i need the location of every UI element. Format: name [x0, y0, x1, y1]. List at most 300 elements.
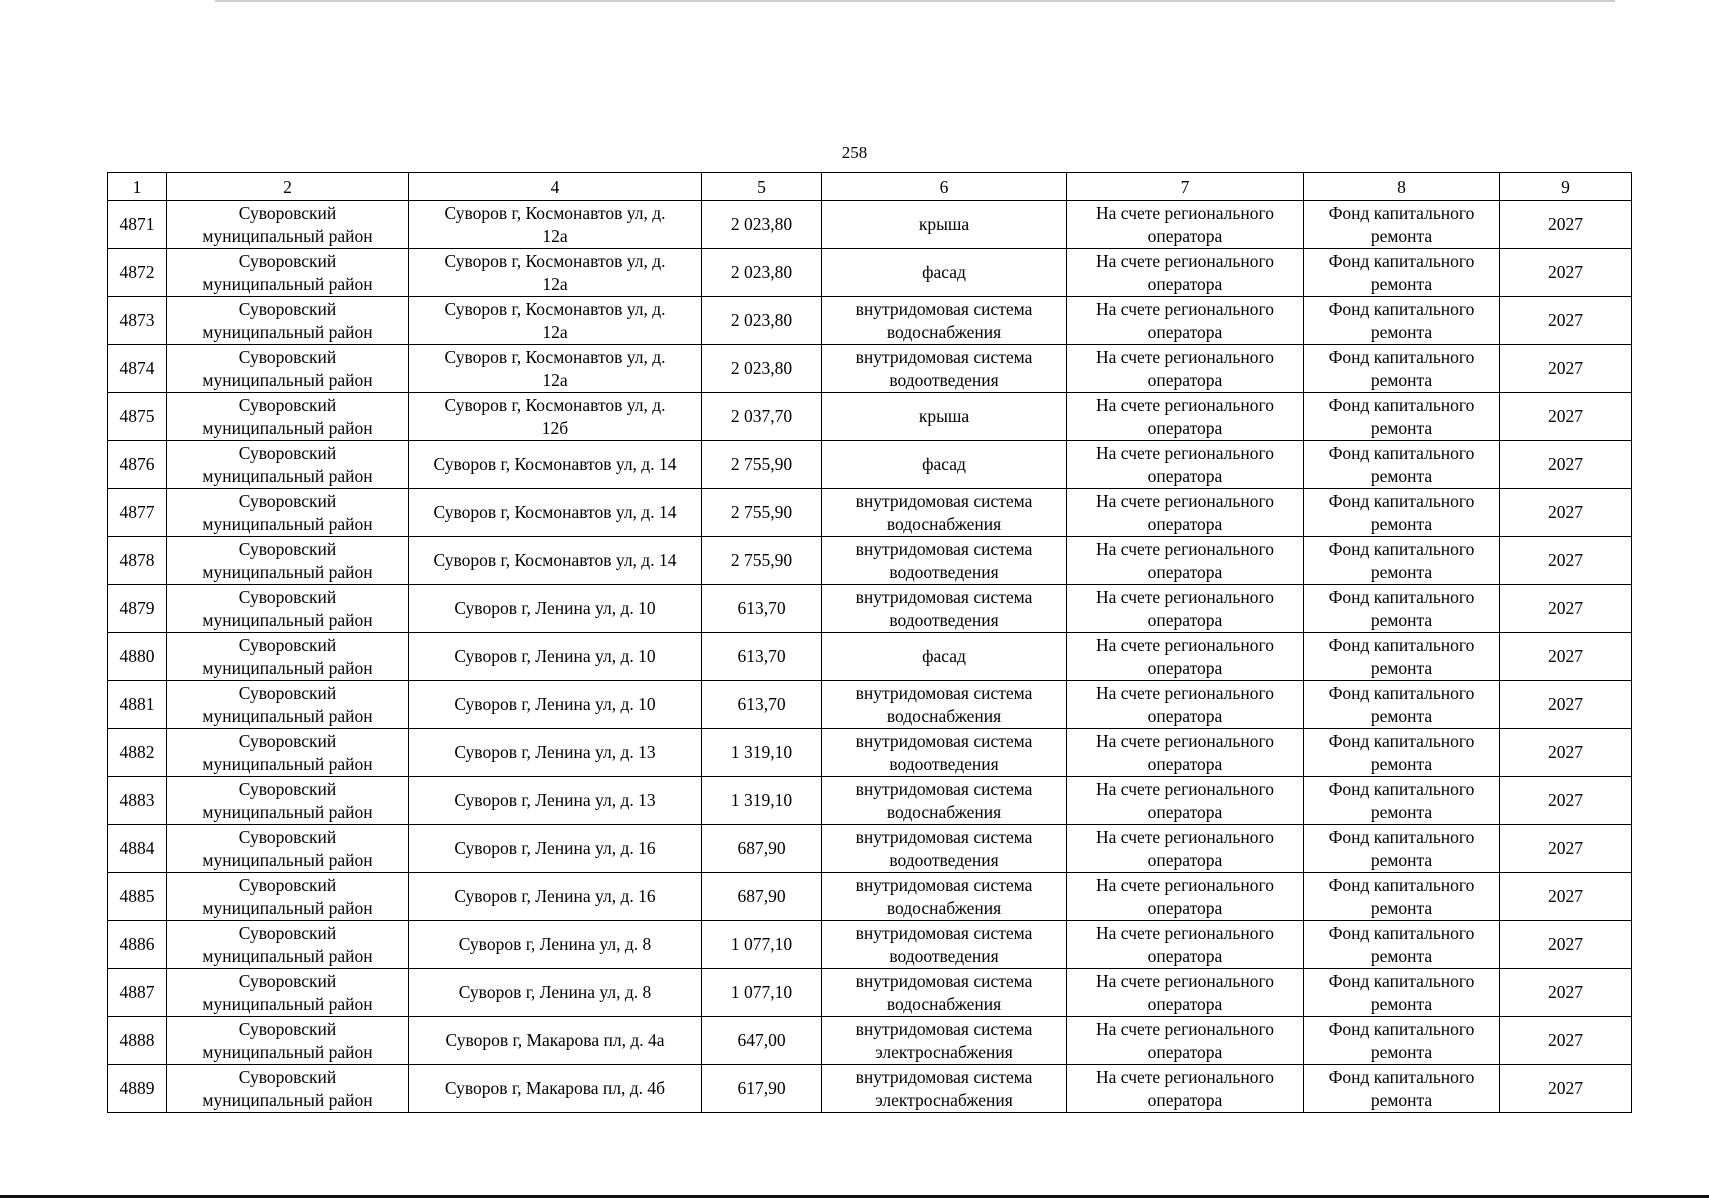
element-cell-line: внутридомовая система [855, 922, 1033, 943]
account-cell-line: На счете регионального [1096, 730, 1274, 751]
element-cell [822, 537, 1067, 585]
area-cell: 1 319,10 [702, 729, 822, 777]
source-cell-line: ремонта [1370, 1089, 1433, 1110]
row-number-cell: 4880 [108, 633, 167, 681]
area-cell: 1 077,10 [702, 921, 822, 969]
row-number-cell: 4877 [108, 489, 167, 537]
district-cell-line: муниципальный район [202, 753, 373, 774]
address-cell-line: 12а [542, 273, 568, 294]
area-cell: 2 023,80 [702, 201, 822, 249]
account-cell-line: оператора [1147, 273, 1223, 294]
year-cell: 2027 [1500, 777, 1632, 825]
source-cell-line: ремонта [1370, 369, 1433, 390]
account-cell-line: оператора [1147, 513, 1223, 534]
address-cell-line: 12а [542, 321, 568, 342]
element-cell-line: водоотведения [889, 849, 999, 870]
address-cell [409, 1065, 702, 1113]
element-cell [822, 633, 1067, 681]
address-cell [409, 489, 702, 537]
account-cell-line: оператора [1147, 801, 1223, 822]
year-cell: 2027 [1500, 201, 1632, 249]
source-cell [1304, 633, 1500, 681]
year-cell: 2027 [1500, 681, 1632, 729]
row-number-cell: 4883 [108, 777, 167, 825]
element-cell [822, 777, 1067, 825]
address-cell-line: Суворов г, Ленина ул, д. 13 [454, 742, 656, 762]
account-cell-line: оператора [1147, 609, 1223, 630]
source-cell [1304, 201, 1500, 249]
table-row [108, 825, 1632, 873]
table-row [108, 1017, 1632, 1065]
table-body [108, 201, 1632, 1113]
source-cell-line: ремонта [1370, 801, 1433, 822]
account-cell-line: На счете регионального [1096, 970, 1274, 991]
element-cell [822, 489, 1067, 537]
column-header-4: 4 [409, 173, 702, 201]
element-cell-line: водоснабжения [886, 993, 1002, 1014]
element-cell-line: внутридомовая система [855, 730, 1033, 751]
year-cell: 2027 [1500, 585, 1632, 633]
district-cell [167, 585, 409, 633]
row-number-cell: 4888 [108, 1017, 167, 1065]
source-cell-line: Фонд капитального [1328, 442, 1475, 463]
row-number-cell: 4881 [108, 681, 167, 729]
account-cell [1067, 633, 1304, 681]
account-cell [1067, 441, 1304, 489]
account-cell [1067, 585, 1304, 633]
area-cell: 1 319,10 [702, 777, 822, 825]
address-cell [409, 1017, 702, 1065]
element-cell-line: фасад [922, 454, 966, 474]
district-cell-line: муниципальный район [202, 369, 373, 390]
address-cell [409, 345, 702, 393]
account-cell-line: оператора [1147, 369, 1223, 390]
year-cell: 2027 [1500, 249, 1632, 297]
address-cell [409, 825, 702, 873]
table-row [108, 537, 1632, 585]
source-cell-line: ремонта [1370, 321, 1433, 342]
address-cell-line: 12а [542, 225, 568, 246]
area-cell: 613,70 [702, 681, 822, 729]
row-number-cell: 4872 [108, 249, 167, 297]
row-number-cell: 4889 [108, 1065, 167, 1113]
page-number: 258 [841, 143, 868, 162]
district-cell [167, 681, 409, 729]
source-cell [1304, 1065, 1500, 1113]
element-cell [822, 921, 1067, 969]
column-header-7: 7 [1067, 173, 1304, 201]
account-cell-line: оператора [1147, 1041, 1223, 1062]
district-cell [167, 489, 409, 537]
account-cell-line: На счете регионального [1096, 682, 1274, 703]
district-cell-line: Суворовский [238, 586, 337, 607]
account-cell [1067, 1017, 1304, 1065]
area-cell: 2 023,80 [702, 297, 822, 345]
area-cell: 2 037,70 [702, 393, 822, 441]
source-cell-line: Фонд капитального [1328, 874, 1475, 895]
area-cell: 1 077,10 [702, 969, 822, 1017]
district-cell [167, 1065, 409, 1113]
element-cell-line: внутридомовая система [855, 970, 1033, 991]
district-cell-line: муниципальный район [202, 705, 373, 726]
address-cell-line: Суворов г, Ленина ул, д. 10 [454, 694, 656, 714]
source-cell-line: ремонта [1370, 273, 1433, 294]
district-cell-line: Суворовский [238, 1066, 337, 1087]
source-cell [1304, 249, 1500, 297]
area-cell: 617,90 [702, 1065, 822, 1113]
account-cell-line: На счете регионального [1096, 298, 1274, 319]
year-cell: 2027 [1500, 297, 1632, 345]
source-cell-line: Фонд капитального [1328, 298, 1475, 319]
source-cell [1304, 873, 1500, 921]
element-cell [822, 297, 1067, 345]
district-cell [167, 729, 409, 777]
account-cell-line: оператора [1147, 849, 1223, 870]
address-cell-line: 12б [541, 417, 569, 438]
source-cell-line: Фонд капитального [1328, 922, 1475, 943]
address-cell-line: Суворов г, Макарова пл, д. 4б [444, 1078, 666, 1098]
district-cell [167, 441, 409, 489]
district-cell-line: муниципальный район [202, 417, 373, 438]
year-cell: 2027 [1500, 393, 1632, 441]
district-cell [167, 825, 409, 873]
source-cell-line: ремонта [1370, 849, 1433, 870]
source-cell-line: ремонта [1370, 1041, 1433, 1062]
row-number-cell: 4887 [108, 969, 167, 1017]
district-cell-line: муниципальный район [202, 225, 373, 246]
element-cell [822, 1017, 1067, 1065]
year-cell: 2027 [1500, 489, 1632, 537]
account-cell-line: На счете регионального [1096, 634, 1274, 655]
address-cell [409, 249, 702, 297]
source-cell [1304, 297, 1500, 345]
account-cell [1067, 249, 1304, 297]
row-number-cell: 4871 [108, 201, 167, 249]
address-cell-line: Суворов г, Ленина ул, д. 10 [454, 646, 656, 666]
source-cell [1304, 681, 1500, 729]
account-cell-line: На счете регионального [1096, 922, 1274, 943]
element-cell [822, 681, 1067, 729]
element-cell-line: водоснабжения [886, 897, 1002, 918]
area-cell: 2 023,80 [702, 345, 822, 393]
source-cell [1304, 729, 1500, 777]
source-cell-line: ремонта [1370, 225, 1433, 246]
address-cell [409, 873, 702, 921]
district-cell [167, 345, 409, 393]
district-cell-line: Суворовский [238, 202, 337, 223]
account-cell-line: оператора [1147, 465, 1223, 486]
source-cell-line: ремонта [1370, 705, 1433, 726]
element-cell-line: внутридомовая система [855, 298, 1033, 319]
account-cell-line: оператора [1147, 945, 1223, 966]
district-cell-line: Суворовский [238, 826, 337, 847]
district-cell-line: Суворовский [238, 346, 337, 367]
address-cell [409, 297, 702, 345]
year-cell: 2027 [1500, 873, 1632, 921]
account-cell [1067, 489, 1304, 537]
element-cell-line: водоснабжения [886, 705, 1002, 726]
element-cell-line: внутридомовая система [855, 682, 1033, 703]
source-cell-line: Фонд капитального [1328, 586, 1475, 607]
source-cell [1304, 825, 1500, 873]
table-row [108, 969, 1632, 1017]
source-cell [1304, 1017, 1500, 1065]
account-cell-line: На счете регионального [1096, 778, 1274, 799]
column-header-1: 1 [108, 173, 167, 201]
source-cell-line: Фонд капитального [1328, 826, 1475, 847]
source-cell [1304, 489, 1500, 537]
element-cell [822, 729, 1067, 777]
table-row [108, 633, 1632, 681]
table-row [108, 585, 1632, 633]
element-cell-line: внутридомовая система [855, 1066, 1033, 1087]
source-cell-line: ремонта [1370, 657, 1433, 678]
element-cell [822, 201, 1067, 249]
account-cell [1067, 873, 1304, 921]
address-cell [409, 969, 702, 1017]
element-cell-line: внутридомовая система [855, 346, 1033, 367]
address-cell-line: Суворов г, Макарова пл, д. 4а [445, 1030, 665, 1050]
area-cell: 2 755,90 [702, 537, 822, 585]
district-cell [167, 969, 409, 1017]
account-cell [1067, 201, 1304, 249]
table-row [108, 345, 1632, 393]
source-cell-line: Фонд капитального [1328, 250, 1475, 271]
source-cell-line: ремонта [1370, 609, 1433, 630]
district-cell [167, 1017, 409, 1065]
address-cell-line: Суворов г, Космонавтов ул, д. [444, 298, 666, 319]
district-cell-line: Суворовский [238, 682, 337, 703]
element-cell [822, 585, 1067, 633]
address-cell-line: Суворов г, Ленина ул, д. 16 [454, 838, 656, 858]
table-row [108, 201, 1632, 249]
source-cell-line: ремонта [1370, 513, 1433, 534]
area-cell: 687,90 [702, 873, 822, 921]
district-cell-line: Суворовский [238, 538, 337, 559]
address-cell-line: Суворов г, Космонавтов ул, д. [444, 202, 666, 223]
source-cell-line: Фонд капитального [1328, 970, 1475, 991]
source-cell [1304, 585, 1500, 633]
district-cell [167, 393, 409, 441]
district-cell [167, 537, 409, 585]
area-cell: 2 755,90 [702, 489, 822, 537]
source-cell-line: ремонта [1370, 561, 1433, 582]
element-cell-line: водоснабжения [886, 513, 1002, 534]
account-cell-line: оператора [1147, 993, 1223, 1014]
address-cell [409, 537, 702, 585]
source-cell-line: ремонта [1370, 465, 1433, 486]
address-cell-line: Суворов г, Ленина ул, д. 13 [454, 790, 656, 810]
account-cell-line: На счете регионального [1096, 442, 1274, 463]
element-cell [822, 441, 1067, 489]
source-cell [1304, 393, 1500, 441]
element-cell [822, 393, 1067, 441]
table-row [108, 1065, 1632, 1113]
area-cell: 647,00 [702, 1017, 822, 1065]
account-cell [1067, 297, 1304, 345]
element-cell [822, 345, 1067, 393]
district-cell [167, 873, 409, 921]
element-cell-line: водоотведения [889, 753, 999, 774]
account-cell-line: На счете регионального [1096, 538, 1274, 559]
address-cell-line: Суворов г, Ленина ул, д. 8 [458, 982, 652, 1002]
source-cell-line: Фонд капитального [1328, 1066, 1475, 1087]
source-cell-line: Фонд капитального [1328, 634, 1475, 655]
account-cell-line: На счете регионального [1096, 874, 1274, 895]
area-cell: 613,70 [702, 633, 822, 681]
element-cell-line: внутридомовая система [855, 874, 1033, 895]
element-cell-line: водоотведения [889, 609, 999, 630]
account-cell-line: На счете регионального [1096, 1018, 1274, 1039]
column-header-9: 9 [1500, 173, 1632, 201]
account-cell [1067, 921, 1304, 969]
area-cell: 2 023,80 [702, 249, 822, 297]
source-cell-line: Фонд капитального [1328, 682, 1475, 703]
source-cell [1304, 345, 1500, 393]
capital-repair-table [107, 172, 1632, 1113]
account-cell-line: На счете регионального [1096, 1066, 1274, 1087]
account-cell [1067, 729, 1304, 777]
year-cell: 2027 [1500, 921, 1632, 969]
year-cell: 2027 [1500, 729, 1632, 777]
address-cell [409, 729, 702, 777]
row-number-cell: 4882 [108, 729, 167, 777]
year-cell: 2027 [1500, 537, 1632, 585]
element-cell-line: фасад [922, 262, 966, 282]
district-cell-line: муниципальный район [202, 897, 373, 918]
account-cell-line: оператора [1147, 561, 1223, 582]
address-cell-line: Суворов г, Ленина ул, д. 10 [454, 598, 656, 618]
source-cell-line: ремонта [1370, 753, 1433, 774]
district-cell-line: муниципальный район [202, 849, 373, 870]
account-cell [1067, 777, 1304, 825]
table-row [108, 393, 1632, 441]
address-cell-line: Суворов г, Космонавтов ул, д. 14 [433, 550, 677, 570]
account-cell-line: На счете регионального [1096, 202, 1274, 223]
district-cell-line: Суворовский [238, 298, 337, 319]
district-cell-line: Суворовский [238, 634, 337, 655]
element-cell-line: внутридомовая система [855, 586, 1033, 607]
table-row [108, 873, 1632, 921]
source-cell-line: Фонд капитального [1328, 490, 1475, 511]
element-cell-line: внутридомовая система [855, 778, 1033, 799]
source-cell [1304, 777, 1500, 825]
element-cell-line: электроснабжения [875, 1041, 1013, 1062]
account-cell [1067, 393, 1304, 441]
table-row [108, 297, 1632, 345]
district-cell-line: Суворовский [238, 970, 337, 991]
district-cell-line: Суворовский [238, 1018, 337, 1039]
area-cell: 687,90 [702, 825, 822, 873]
source-cell-line: Фонд капитального [1328, 778, 1475, 799]
column-header-8: 8 [1304, 173, 1500, 201]
district-cell [167, 633, 409, 681]
scan-edge-top [215, 0, 1615, 2]
district-cell-line: Суворовский [238, 730, 337, 751]
address-cell [409, 201, 702, 249]
row-number-cell: 4875 [108, 393, 167, 441]
district-cell-line: муниципальный район [202, 1089, 373, 1110]
element-cell-line: крыша [918, 214, 970, 234]
account-cell-line: На счете регионального [1096, 394, 1274, 415]
year-cell: 2027 [1500, 1017, 1632, 1065]
district-cell-line: муниципальный район [202, 561, 373, 582]
district-cell-line: муниципальный район [202, 465, 373, 486]
row-number-cell: 4884 [108, 825, 167, 873]
district-cell-line: муниципальный район [202, 945, 373, 966]
district-cell-line: муниципальный район [202, 993, 373, 1014]
district-cell-line: Суворовский [238, 922, 337, 943]
year-cell: 2027 [1500, 825, 1632, 873]
source-cell-line: ремонта [1370, 417, 1433, 438]
district-cell-line: муниципальный район [202, 801, 373, 822]
element-cell-line: водоснабжения [886, 801, 1002, 822]
column-header-2: 2 [167, 173, 409, 201]
row-number-cell: 4885 [108, 873, 167, 921]
district-cell-line: муниципальный район [202, 321, 373, 342]
row-number-cell: 4879 [108, 585, 167, 633]
address-cell-line: Суворов г, Ленина ул, д. 16 [454, 886, 656, 906]
year-cell: 2027 [1500, 345, 1632, 393]
account-cell-line: оператора [1147, 321, 1223, 342]
element-cell-line: водоотведения [889, 561, 999, 582]
district-cell [167, 297, 409, 345]
table-row [108, 921, 1632, 969]
account-cell [1067, 681, 1304, 729]
district-cell-line: муниципальный район [202, 273, 373, 294]
address-cell-line: Суворов г, Космонавтов ул, д. [444, 346, 666, 367]
element-cell-line: водоотведения [889, 369, 999, 390]
element-cell-line: внутридомовая система [855, 538, 1033, 559]
year-cell: 2027 [1500, 441, 1632, 489]
source-cell-line: Фонд капитального [1328, 538, 1475, 559]
element-cell-line: водоснабжения [886, 321, 1002, 342]
table-row [108, 681, 1632, 729]
account-cell-line: оператора [1147, 897, 1223, 918]
source-cell [1304, 969, 1500, 1017]
account-cell-line: На счете регионального [1096, 490, 1274, 511]
address-cell-line: Суворов г, Ленина ул, д. 8 [458, 934, 652, 954]
element-cell [822, 825, 1067, 873]
address-cell [409, 633, 702, 681]
account-cell-line: оператора [1147, 1089, 1223, 1110]
table-row [108, 777, 1632, 825]
address-cell-line: Суворов г, Космонавтов ул, д. [444, 394, 666, 415]
account-cell-line: оператора [1147, 705, 1223, 726]
district-cell [167, 249, 409, 297]
year-cell: 2027 [1500, 969, 1632, 1017]
row-number-cell: 4874 [108, 345, 167, 393]
table-header [108, 173, 1632, 201]
row-number-cell: 4873 [108, 297, 167, 345]
element-cell-line: водоотведения [889, 945, 999, 966]
address-cell [409, 441, 702, 489]
row-number-cell: 4878 [108, 537, 167, 585]
source-cell-line: Фонд капитального [1328, 394, 1475, 415]
district-cell-line: муниципальный район [202, 609, 373, 630]
element-cell-line: внутридомовая система [855, 1018, 1033, 1039]
source-cell-line: ремонта [1370, 993, 1433, 1014]
source-cell-line: Фонд капитального [1328, 346, 1475, 367]
address-cell [409, 681, 702, 729]
element-cell-line: внутридомовая система [855, 826, 1033, 847]
address-cell-line: Суворов г, Космонавтов ул, д. 14 [433, 454, 677, 474]
table-row [108, 441, 1632, 489]
element-cell-line: внутридомовая система [855, 490, 1033, 511]
source-cell [1304, 441, 1500, 489]
row-number-cell: 4886 [108, 921, 167, 969]
source-cell-line: ремонта [1370, 897, 1433, 918]
